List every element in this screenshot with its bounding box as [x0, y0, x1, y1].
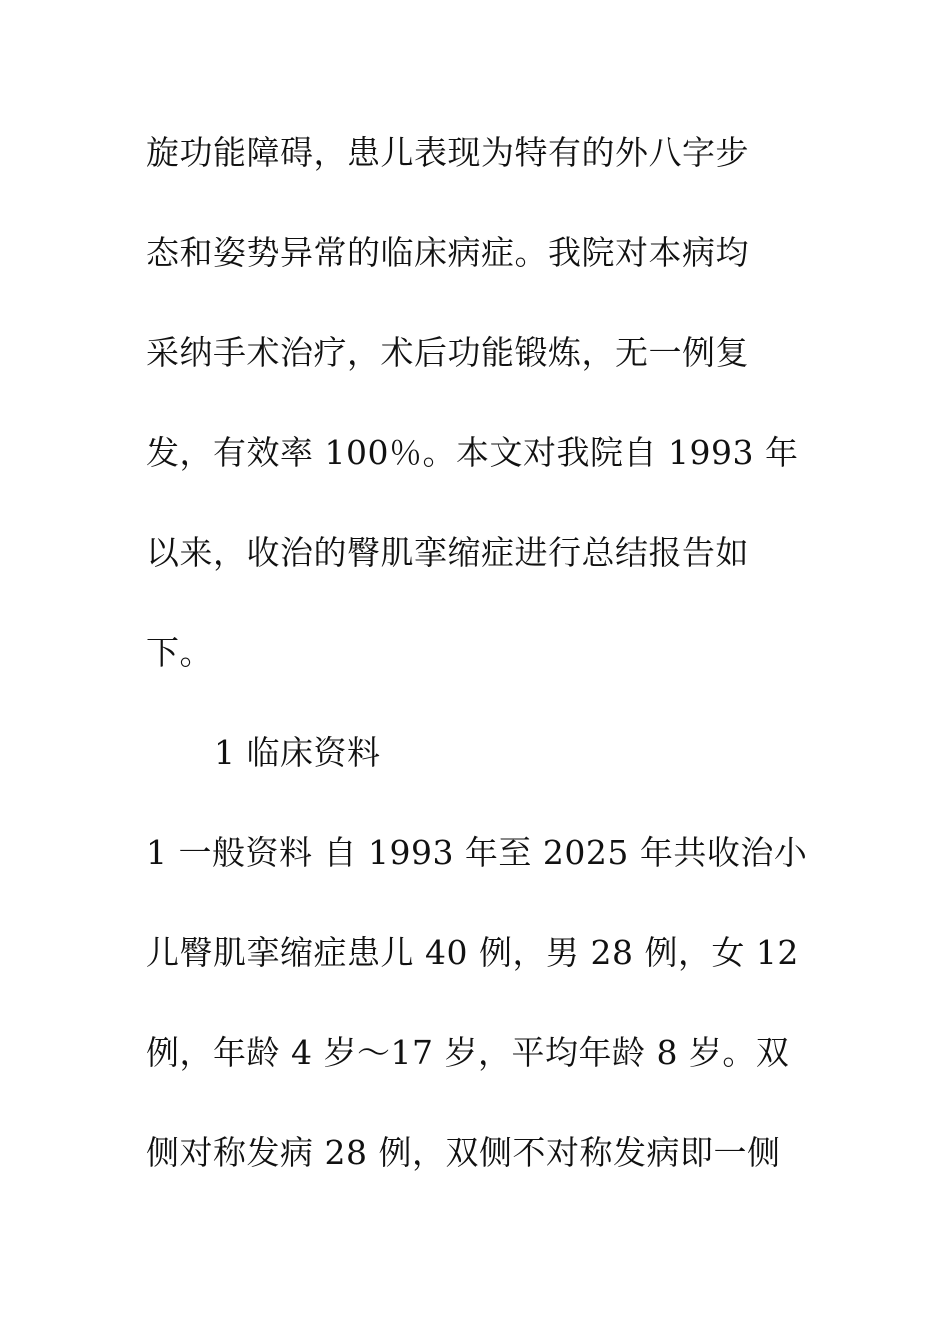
intro-line-4: 发，有效率 100％。本文对我院自 1993 年: [146, 433, 799, 472]
general-line-4: 侧对称发病 28 例，双侧不对称发病即一侧: [146, 1133, 781, 1172]
intro-line-3: 采纳手术治疗，术后功能锻炼，无一例复: [146, 333, 749, 372]
general-line-3: 例，年龄 4 岁～17 岁，平均年龄 8 岁。双: [146, 1033, 790, 1072]
intro-line-6: 下。: [146, 633, 213, 672]
intro-line-2: 态和姿势异常的临床病症。我院对本病均: [146, 233, 749, 272]
intro-line-1: 旋功能障碍，患儿表现为特有的外八字步: [146, 133, 749, 172]
section-heading: 1 临床资料: [214, 733, 381, 772]
general-line-1: 1 一般资料 自 1993 年至 2025 年共收治小: [146, 833, 808, 872]
general-line-2: 儿臀肌挛缩症患儿 40 例，男 28 例，女 12: [146, 933, 799, 972]
intro-line-5: 以来，收治的臀肌挛缩症进行总结报告如: [146, 533, 749, 572]
